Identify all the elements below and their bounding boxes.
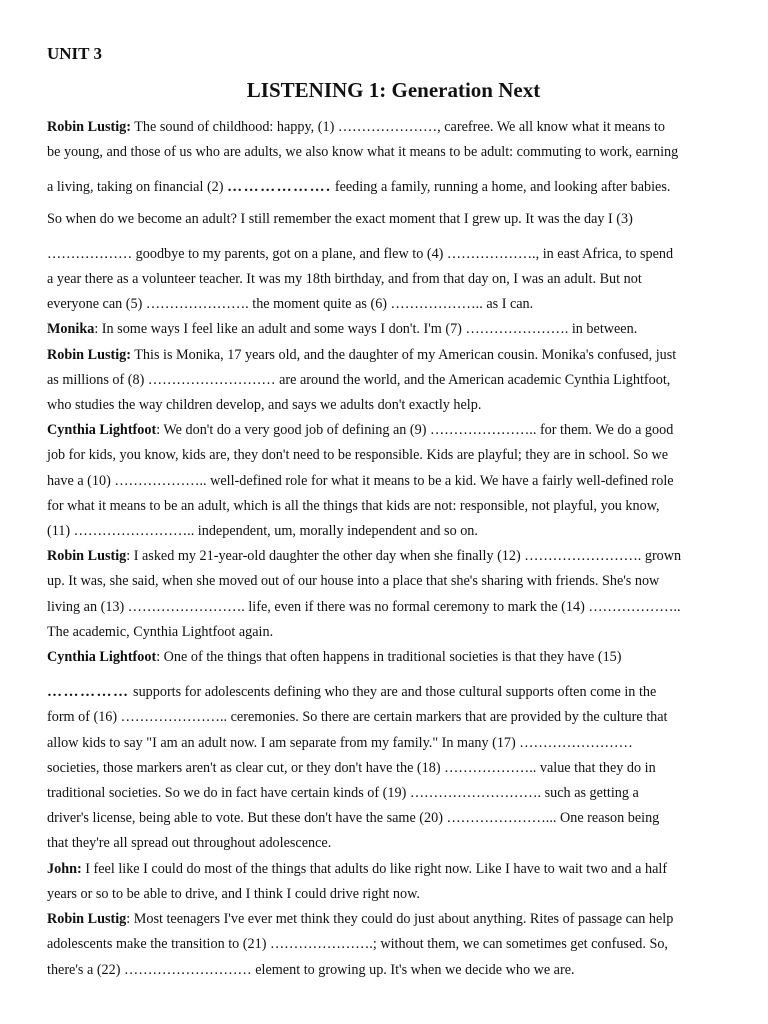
transcript-text: : In some ways I feel like an adult and some ways I don't. I'm (7) …………………. in between. xyxy=(94,321,638,338)
text-line: as millions of (8) ……………………… are around the world, and the American academic Cynthia Lightfoot, xyxy=(47,371,671,388)
text-line: traditional societies. So we do in fact have certain kinds of (19) ………………………. such as getting a xyxy=(47,785,639,802)
transcript-text: : I asked my 21-year-old daughter the other day when she finally (12) ……………………. grown xyxy=(126,548,682,565)
answer-blank: ………………. xyxy=(227,179,332,196)
text-line: have a (10) ……………….. well-defined role for what it means to be a kid. We have a fairly well-defined role xyxy=(47,472,674,489)
text-line: be young, and those of us who are adults, we also know what it means to be adult: commuting to work, earning xyxy=(47,144,679,161)
transcript-paragraph-monika xyxy=(47,317,740,342)
transcript-text: : One of the things that often happens in traditional societies is that they have (15) xyxy=(156,649,622,666)
text-line: driver's license, being able to vote. But these don't have the same (20) …………………... One reason being xyxy=(47,810,660,827)
text-line xyxy=(47,317,740,342)
transcript-text: : Most teenagers I've ever met think they could do just about anything. Rites of passage can help xyxy=(126,911,674,928)
speaker-label: Monika xyxy=(47,321,95,338)
transcript-text: This is Monika, 17 years old, and the daughter of my American cousin. Monika's confused, just xyxy=(134,346,677,363)
text-line: So when do we become an adult? I still remember the exact moment that I grew up. It was the day I (3) xyxy=(47,210,633,227)
speaker-label: John: xyxy=(47,860,82,877)
text-line xyxy=(47,907,740,932)
transcript-text: feeding a family, running a home, and looking after babies. xyxy=(331,179,671,196)
transcript-paragraph-robin-4 xyxy=(47,907,740,983)
speaker-label: Robin Lustig xyxy=(47,548,127,565)
text-line xyxy=(47,418,740,443)
speaker-label: Robin Lustig xyxy=(47,911,127,928)
transcript-text: : We don't do a very good job of defining an (9) ………………….. for them. We do a good xyxy=(156,422,674,439)
text-line: there's a (22) ……………………… element to growing up. It's when we decide who we are. xyxy=(47,961,575,978)
transcript-paragraph-robin-1 xyxy=(47,115,740,317)
text-line: ……………… goodbye to my parents, got on a plane, and flew to (4) ………………., in east Africa, to spend xyxy=(47,245,674,262)
text-line xyxy=(47,115,740,140)
text-line: who studies the way children develop, and says we adults don't exactly help. xyxy=(47,397,482,414)
text-line: years or so to be able to drive, and I think I could drive right now. xyxy=(47,885,420,902)
speaker-label: Robin Lustig: xyxy=(47,119,131,135)
text-line: a year there as a volunteer teacher. It was my 18th birthday, and from that day on, I was an adult. But not xyxy=(47,271,642,288)
answer-blank: …………… xyxy=(47,684,130,701)
transcript-text: supports for adolescents defining who they are and those cultural supports often come in the xyxy=(129,684,657,701)
text-line xyxy=(47,680,740,705)
text-line xyxy=(47,343,740,368)
page-title: LISTENING 1: Generation Next xyxy=(246,78,541,102)
transcript-text: a living, taking on financial (2) xyxy=(47,179,228,196)
speaker-label: Cynthia Lightfoot xyxy=(47,649,157,666)
text-line: societies, those markers aren't as clear cut, or they don't have the (18) ……………….. value that they do in xyxy=(47,759,656,776)
transcript xyxy=(47,115,740,983)
text-line xyxy=(47,175,740,200)
text-line: allow kids to say "I am an adult now. I am separate from my family." In many (17) …………………… xyxy=(47,734,633,751)
text-line: (11) …………………….. independent, um, morally independent and so on. xyxy=(47,523,478,540)
text-line: form of (16) ………………….. ceremonies. So there are certain markers that are provided by the culture that xyxy=(47,709,668,726)
text-line: adolescents make the transition to (21) ………………….; without them, we can sometimes get confused. So, xyxy=(47,936,668,953)
text-line: job for kids, you know, kids are, they don't need to be responsible. Kids are playful; they are in school. So we xyxy=(47,447,669,464)
transcript-paragraph-john xyxy=(47,857,740,907)
text-line: The academic, Cynthia Lightfoot again. xyxy=(47,623,274,640)
transcript-paragraph-robin-3 xyxy=(47,544,740,645)
transcript-text: The sound of childhood: happy, (1) …………………, carefree. We all know what it means to xyxy=(134,119,666,135)
text-line: living an (13) ……………………. life, even if there was no formal ceremony to mark the (14) ……………….. xyxy=(47,598,681,615)
text-line xyxy=(47,645,740,670)
transcript-text: I feel like I could do most of the things that adults do like right now. Like I have to wait two and a half xyxy=(81,860,668,877)
transcript-paragraph-robin-2 xyxy=(47,343,740,419)
speaker-label: Cynthia Lightfoot xyxy=(47,422,157,439)
speaker-label: Robin Lustig: xyxy=(47,346,131,363)
text-line xyxy=(47,544,740,569)
transcript-paragraph-cynthia-2 xyxy=(47,645,740,857)
unit-heading: UNIT 3 xyxy=(47,44,102,63)
text-line: for what it means to be an adult, which is all the things that kids are not: responsible, not playful, you know, xyxy=(47,497,660,514)
text-line: everyone can (5) …………………. the moment quite as (6) ……………….. as I can. xyxy=(47,296,534,313)
transcript-paragraph-cynthia-1 xyxy=(47,418,740,544)
text-line: up. It was, she said, when she moved out of our house into a place that she's sharing with friends. She's now xyxy=(47,573,660,590)
text-line: that they're all spread out throughout adolescence. xyxy=(47,835,332,852)
text-line xyxy=(47,857,740,882)
